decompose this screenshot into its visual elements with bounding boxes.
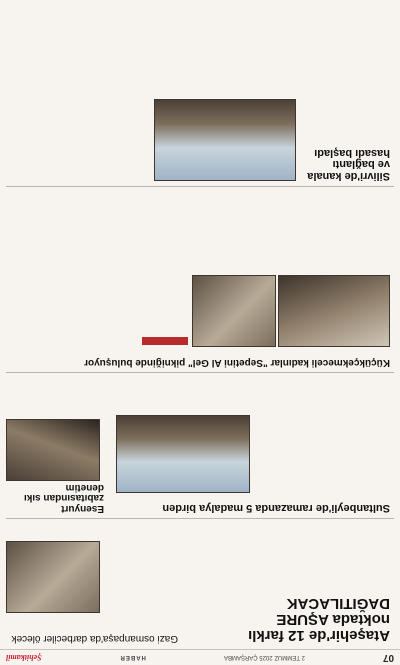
article-5-body — [8, 197, 64, 347]
article-3-headline: Sultanbeyli'de ramazanda 5 madalya birden — [162, 502, 390, 514]
article-3-photo — [116, 415, 250, 493]
article-1-body — [328, 525, 390, 603]
article-2-photo — [6, 541, 100, 613]
article-3-body — [254, 383, 320, 493]
article-5-body — [130, 195, 188, 335]
article-2-headline: Gazi osmanpaşa'da darbeciler ölecek — [11, 633, 178, 644]
article-3-body — [118, 379, 250, 413]
brand-logo: Şehitkamil — [6, 653, 42, 662]
article-4-photo — [6, 419, 100, 481]
issue-date: 2 TEMMUZ 2025 ÇARŞAMBA — [223, 654, 305, 661]
article-1-body — [192, 525, 258, 603]
article-6-body — [228, 7, 296, 97]
article-4-body — [8, 377, 104, 417]
article-6-body — [8, 7, 78, 181]
article-5-photo — [192, 275, 276, 347]
page-number: 07 — [382, 652, 394, 663]
article-6-body — [156, 7, 224, 97]
article-6-headline: Silivri'de kanala ve bağlantı hasadı başladı — [307, 146, 390, 182]
article-5-tag — [142, 337, 188, 345]
article-5-body — [294, 195, 390, 271]
article-5-photo — [278, 275, 390, 347]
article-1-body — [262, 525, 324, 603]
article-3-body — [324, 383, 390, 493]
article-6-body — [300, 7, 390, 125]
article-1-headline: Ataşehir'de 12 farklı noktada AŞURE DAĞITILACAK — [248, 595, 390, 644]
section-label: HABER — [119, 654, 146, 661]
article-4-headline: Esenyurt zabıtasından sıkı denetim — [23, 482, 104, 514]
page-header — [0, 649, 400, 665]
article-5-headline: Küçükçekmeceli kadınlar "Sepetini Al Gel" pikniğinde buluşuyor — [84, 357, 390, 368]
article-5-body — [194, 195, 290, 271]
article-6-body — [82, 7, 150, 181]
article-5-body — [68, 197, 126, 347]
article-6-photo — [154, 99, 296, 181]
article-2-body — [106, 527, 178, 613]
